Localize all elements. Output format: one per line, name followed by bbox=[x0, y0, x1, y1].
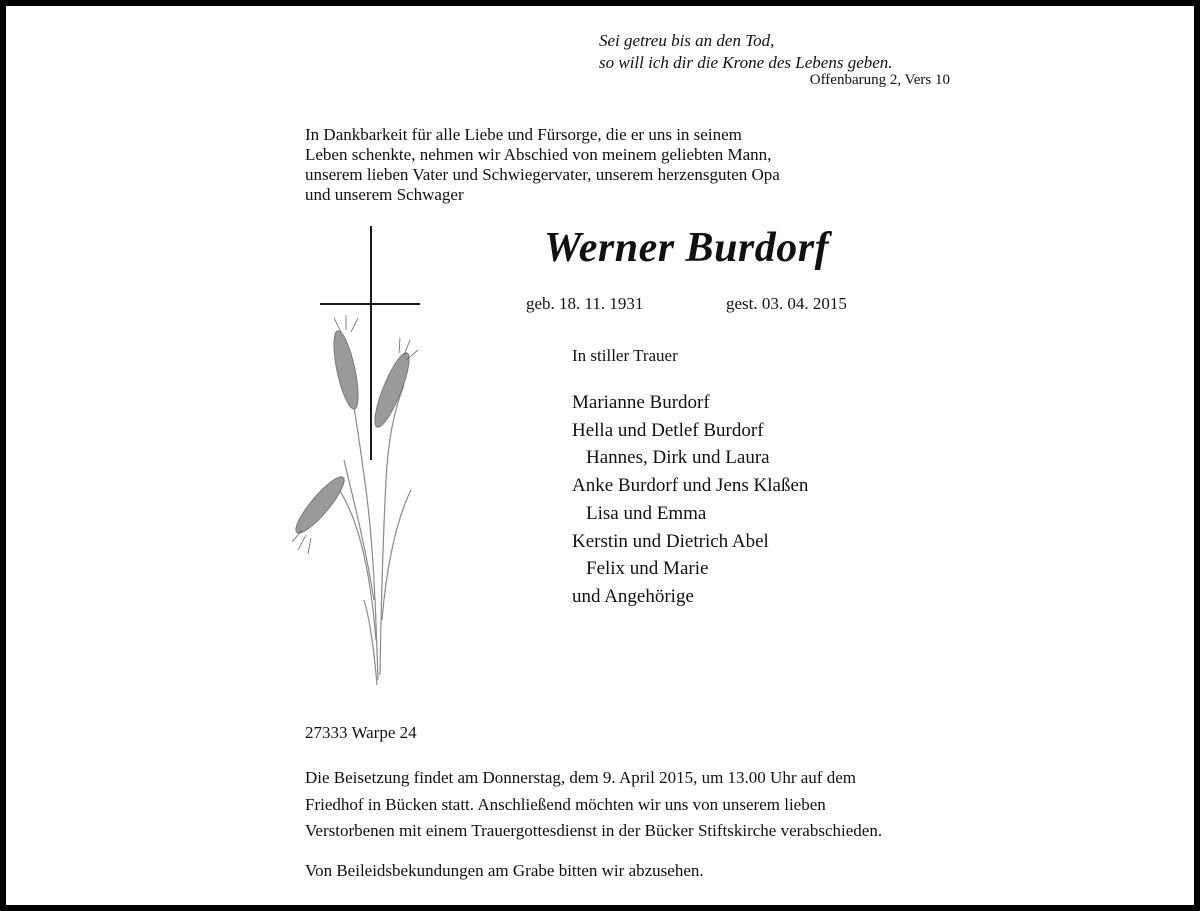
deceased-name: Werner Burdorf bbox=[544, 225, 830, 271]
intro-line: Leben schenkte, nehmen wir Abschied von meinem geliebten Mann, bbox=[305, 145, 772, 164]
funeral-details bbox=[305, 765, 882, 845]
verse-line-2: so will ich dir die Krone des Lebens geben. bbox=[599, 53, 893, 72]
mourner-list bbox=[572, 389, 808, 611]
address: 27333 Warpe 24 bbox=[305, 723, 417, 742]
mourner-name: Anke Burdorf und Jens Klaßen bbox=[572, 475, 809, 497]
death-date: gest. 03. 04. 2015 bbox=[726, 294, 847, 313]
mourner-name: Marianne Burdorf bbox=[572, 392, 710, 413]
verse-reference: Offenbarung 2, Vers 10 bbox=[809, 72, 950, 88]
funeral-line: Die Beisetzung findet am Donnerstag, dem 9. April 2015, um 13.00 Uhr auf dem bbox=[305, 768, 856, 787]
intro-line: In Dankbarkeit für alle Liebe und Fürsorge, die er uns in seinem bbox=[305, 125, 742, 144]
intro-line: und unserem Schwager bbox=[305, 185, 464, 204]
mourning-heading: In stiller Trauer bbox=[572, 346, 678, 365]
intro-text bbox=[305, 125, 780, 205]
mourner-name: Hannes, Dirk und Laura bbox=[586, 447, 770, 469]
mourner-name: Hella und Detlef Burdorf bbox=[572, 419, 764, 441]
wheat-stalks bbox=[336, 385, 411, 685]
mourner-name: Felix und Marie bbox=[586, 558, 709, 580]
intro-line: unserem lieben Vater und Schwiegervater, unserem herzensguten Opa bbox=[305, 165, 780, 184]
birth-date: geb. 18. 11. 1931 bbox=[526, 294, 644, 313]
condolence-note: Von Beileidsbekundungen am Grabe bitten wir abzusehen. bbox=[305, 861, 704, 880]
funeral-line: Verstorbenen mit einem Trauergottesdienst in der Bücker Stiftskirche verabschieden. bbox=[305, 821, 883, 840]
cross-with-wheat-icon bbox=[286, 220, 436, 690]
mourner-name: und Angehörige bbox=[572, 585, 694, 607]
verse-line-1: Sei getreu bis an den Tod, bbox=[599, 31, 775, 50]
bible-verse bbox=[599, 30, 893, 74]
funeral-line: Friedhof in Bücken statt. Anschließend möchten wir uns von unserem lieben bbox=[305, 794, 826, 814]
wheat-ears bbox=[290, 329, 415, 538]
mourner-name: Lisa und Emma bbox=[586, 502, 707, 524]
mourner-name: Kerstin und Dietrich Abel bbox=[572, 530, 769, 552]
